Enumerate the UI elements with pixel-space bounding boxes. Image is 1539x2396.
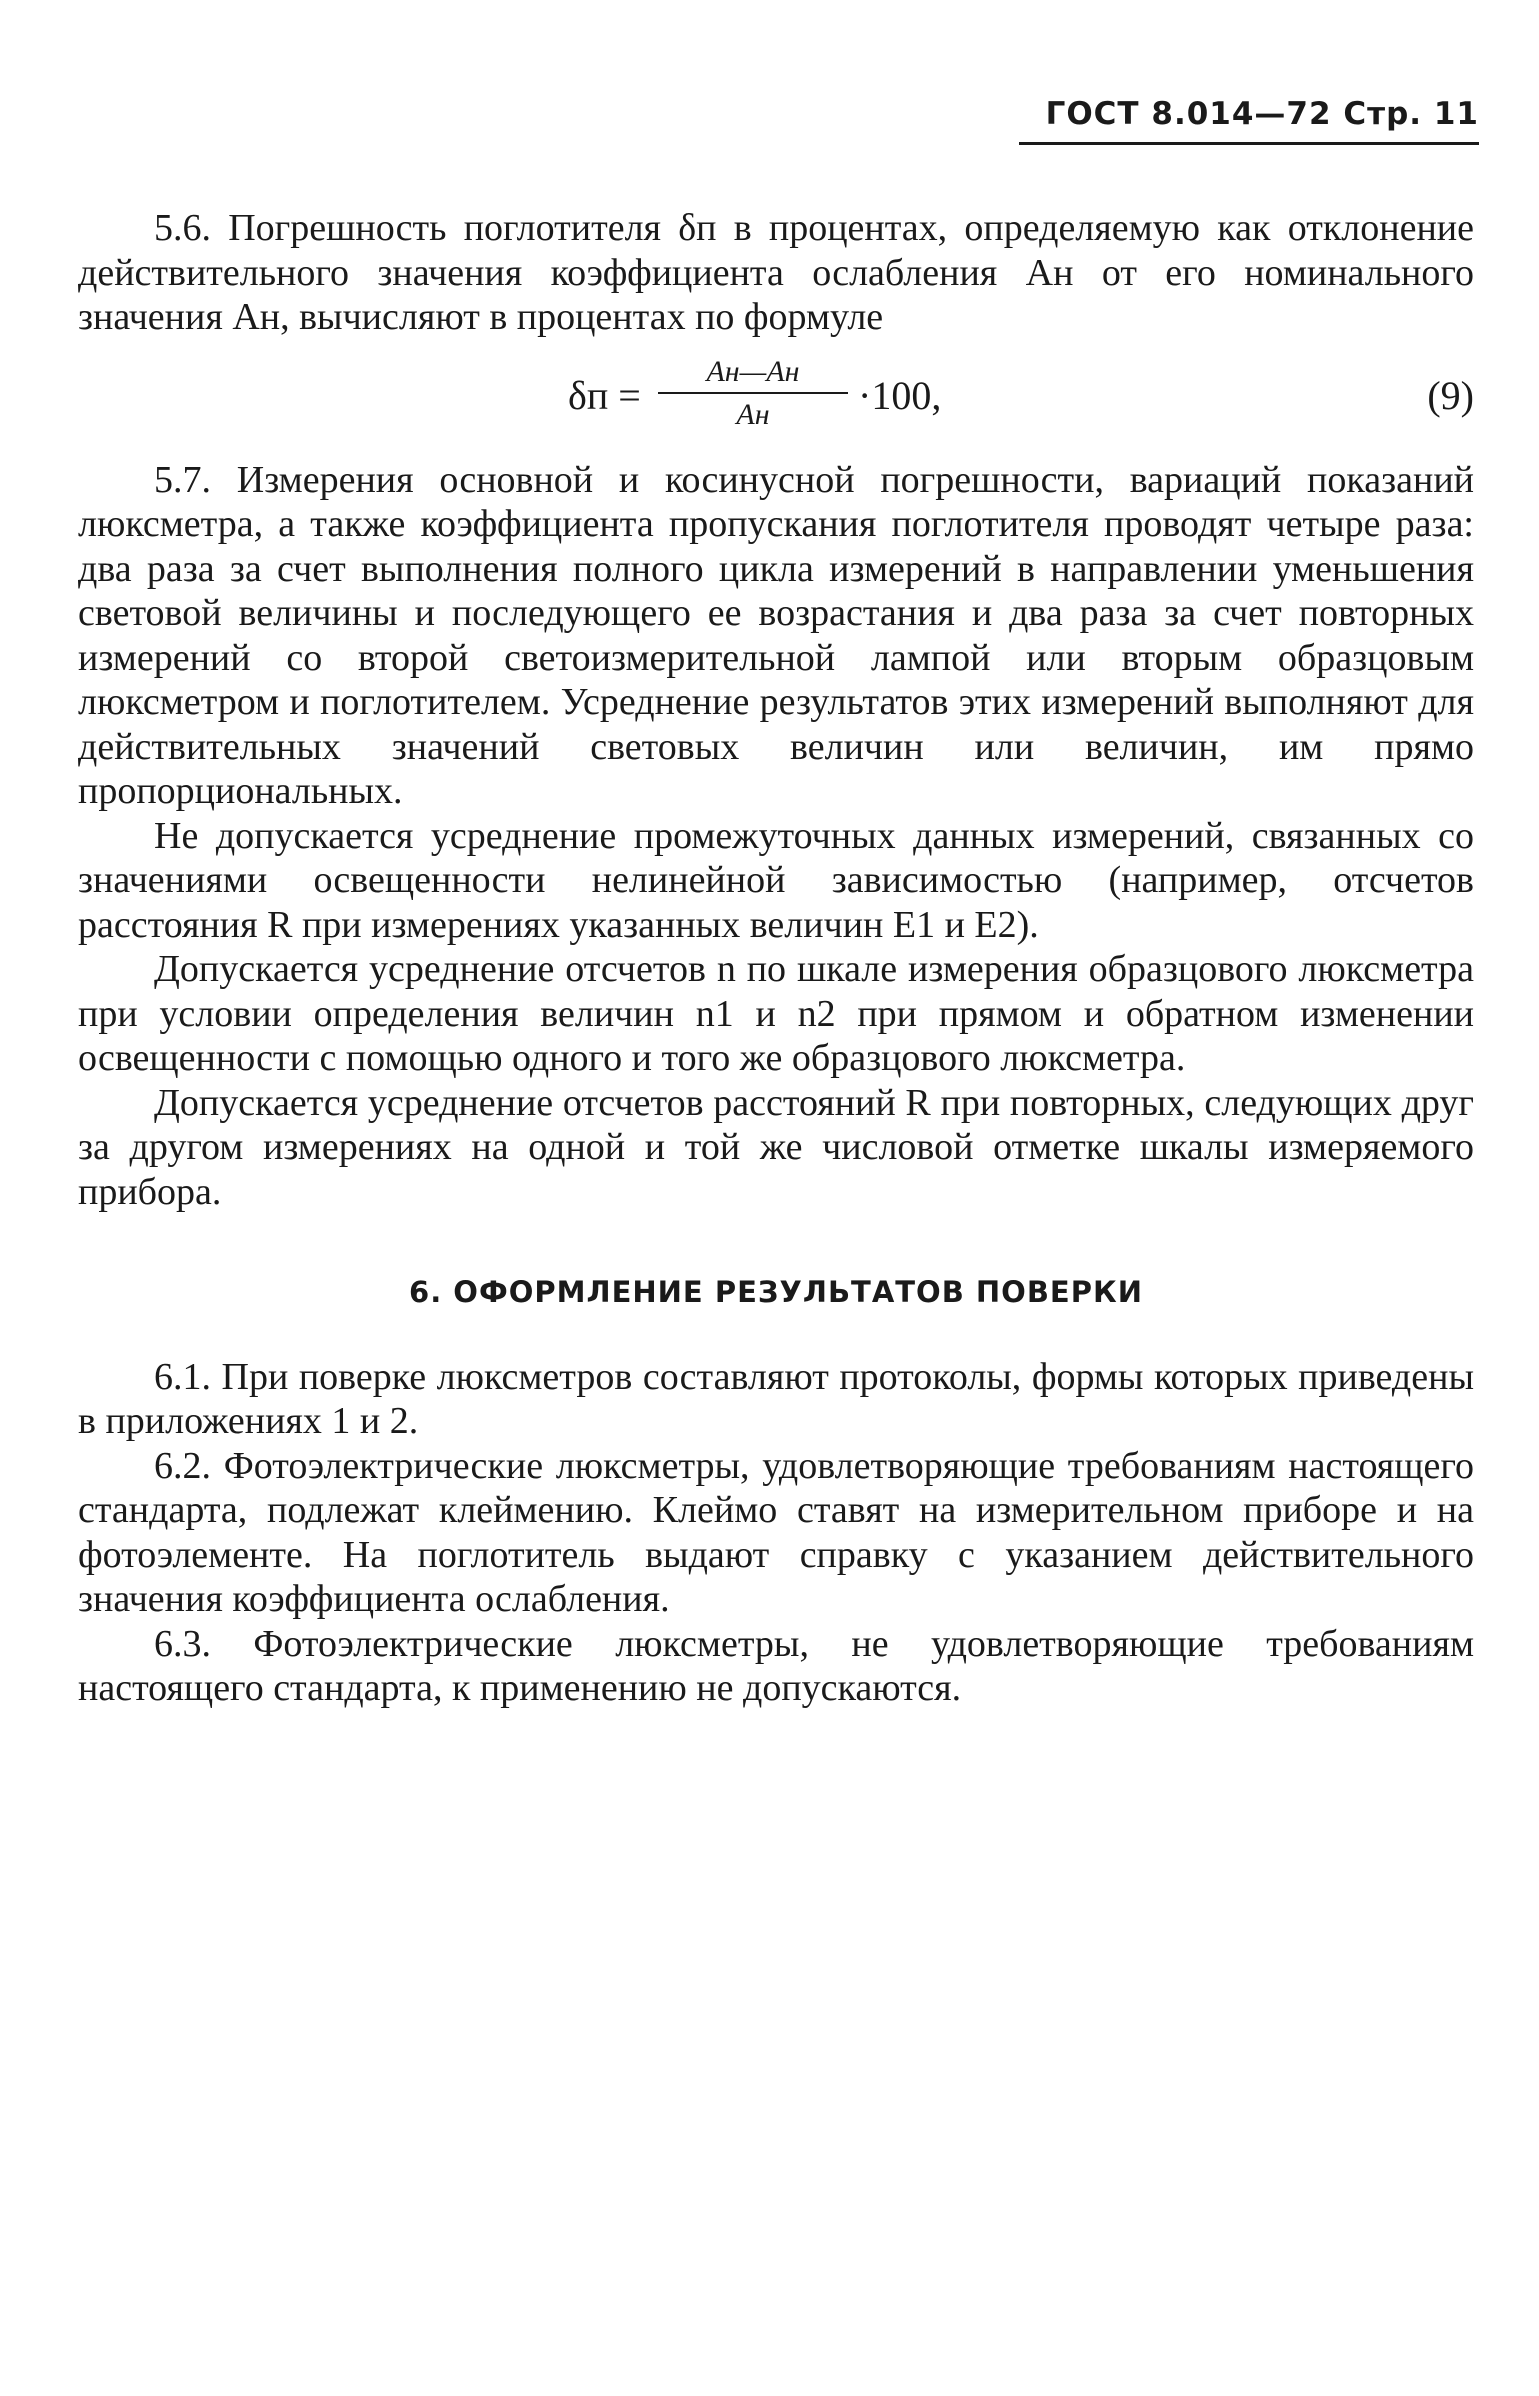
body-text bbox=[78, 206, 1474, 1711]
section-title: 6. ОФОРМЛЕНИЕ РЕЗУЛЬТАТОВ ПОВЕРКИ bbox=[409, 1275, 1143, 1309]
page-header bbox=[1019, 96, 1479, 145]
paragraph-6-3: 6.3. Фотоэлектрические люксметры, не удовлетворяющие требованиям настоящего стандарта, к применению не допускаются. bbox=[78, 1622, 1474, 1709]
paragraph-5-7-distances: Допускается усреднение отсчетов расстояний R при повторных, следующих друг за другом измерениях на одной и той же числовой отметке шкалы измеряемого прибора. bbox=[78, 1081, 1474, 1213]
equation-number: (9) bbox=[1427, 372, 1474, 418]
standard-number: ГОСТ 8.014—72 bbox=[1045, 96, 1332, 132]
paragraph-5-7-nonlinear: Не допускается усреднение промежуточных данных измерений, связанных со значениями освещенности нелинейной зависимостью (например, отсчетов расстояния R при измерениях указанных величин E1 и E2). bbox=[78, 814, 1474, 946]
formula-denominator: Ан bbox=[736, 397, 770, 431]
formula-multiplier: ·100, bbox=[858, 372, 942, 418]
paragraph-5-6: 5.6. Погрешность поглотителя δп в процентах, определяемую как отклонение действительного значения коэффициента ослабления Ан от его номинального значения Ан, вычисляют в процентах по формуле bbox=[78, 207, 1474, 338]
paragraph-6-2: 6.2. Фотоэлектрические люксметры, удовлетворяющие требованиям настоящего стандарта, подлежат клеймению. Клеймо ставят на измерительном приборе и на фотоэлементе. На поглотитель выдают справку с указанием действительного значения коэффициента ослабления. bbox=[78, 1444, 1474, 1620]
formula-fraction bbox=[658, 354, 848, 432]
paragraph-6-1: 6.1. При поверке люксметров составляют протоколы, формы которых приведены в приложениях 1 и 2. bbox=[78, 1355, 1474, 1442]
fraction-bar bbox=[658, 392, 848, 394]
formula-9 bbox=[78, 340, 1474, 458]
paragraph-5-7: 5.7. Измерения основной и косинусной погрешности, вариаций показаний люксметра, а также коэффициента пропускания поглотителя проводят четыре раза: два раза за счет выполнения полного цикла измерений в направлении уменьшения световой величины и последующего ее возрастания и два раза за счет повторных измерений со второй светоизмерительной лампой или вторым образцовым люксметром и поглотителем. Усреднение результатов этих измерений выполняют для действительных значений световых величин или величин, им прямо пропорциональных. bbox=[78, 458, 1474, 812]
page-number: Стр. 11 bbox=[1343, 96, 1479, 132]
paragraph-5-7-readings: Допускается усреднение отсчетов n по шкале измерения образцового люксметра при условии определения величин n1 и n2 при прямом и обратном изменении освещенности с помощью одного и того же образцового люксметра. bbox=[78, 948, 1474, 1079]
formula-lhs: δп = bbox=[568, 372, 641, 418]
formula-numerator: Ан—Ан bbox=[706, 354, 800, 388]
